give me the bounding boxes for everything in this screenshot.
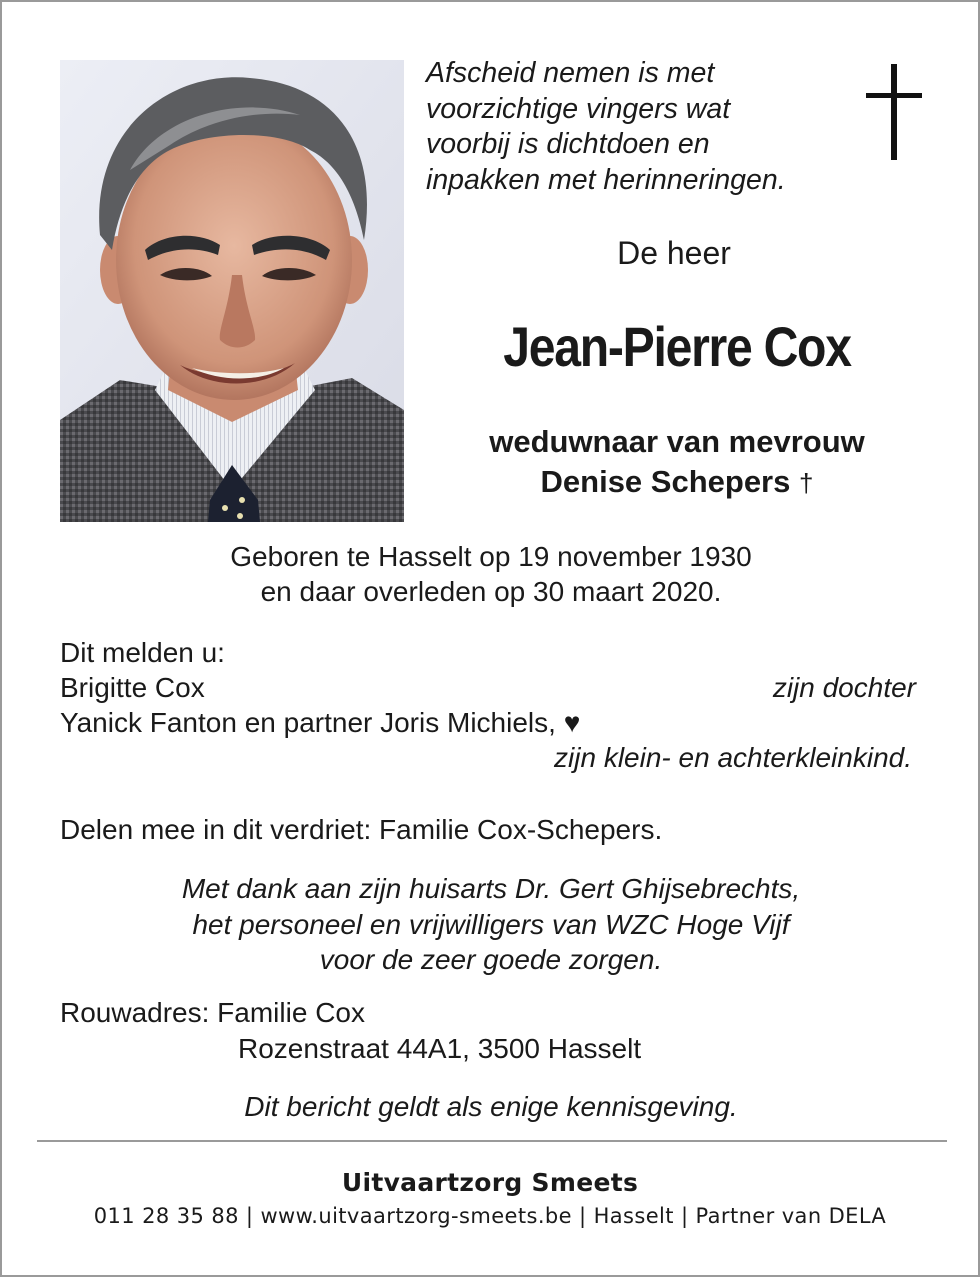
spouse-deceased-mark: † [799, 468, 814, 498]
cross-icon [864, 64, 924, 160]
poem-line: inpakken met herinneringen. [426, 163, 786, 196]
thanks-line: Met dank aan zijn huisarts Dr. Gert Ghijsebrechts, [181, 873, 801, 904]
address-label: Rouwadres: Familie Cox [60, 997, 365, 1028]
poem-line: Afscheid nemen is met [426, 57, 715, 89]
announcer-relation: zijn klein- en achterkleinkind. [554, 742, 912, 773]
announcer-name [60, 705, 580, 740]
birth-line: Geboren te Hasselt op 19 november 1930 [230, 541, 752, 572]
divider [37, 1140, 947, 1142]
thanks-block [60, 871, 922, 978]
poem [426, 56, 846, 198]
portrait-photo [60, 60, 404, 522]
life-dates [60, 539, 922, 609]
poem-line: voorzichtige vingers wat [426, 92, 731, 125]
spouse-name-line [426, 462, 928, 503]
spouse-relation: weduwnaar van mevrouw [489, 424, 865, 459]
deceased-name: Jean-Pierre Cox [503, 315, 851, 378]
funeral-company: Uitvaartzorg Smeets [341, 1168, 639, 1197]
spouse-block [426, 422, 928, 503]
honorific: De heer [617, 235, 731, 271]
funeral-contact: 011 28 35 88 | www.uitvaartzorg-smeets.be | Hasselt | Partner van DELA [93, 1204, 887, 1228]
heart-icon: ♥ [563, 707, 581, 738]
announcers-intro: Dit melden u: [60, 637, 225, 668]
thanks-line: voor de zeer goede zorgen. [319, 944, 663, 975]
address-street: Rozenstraat 44A1, 3500 Hasselt [238, 1033, 642, 1064]
announcer-name-text: Yanick Fanton en partner Joris Michiels, [60, 707, 556, 738]
poem-line: voorbij is dichtdoen en [426, 128, 710, 160]
announcer-name: Brigitte Cox [60, 672, 205, 703]
announcer-relation: zijn dochter [772, 672, 916, 703]
spouse-name: Denise Schepers [540, 464, 791, 499]
death-line: en daar overleden op 30 maart 2020. [260, 576, 722, 607]
notice-line: Dit bericht geldt als enige kennisgeving. [244, 1091, 738, 1122]
thanks-line: het personeel en vrijwilligers van WZC Hoge Vijf [192, 908, 790, 940]
sharing-line: Delen mee in dit verdriet: Familie Cox-Schepers. [60, 814, 663, 845]
